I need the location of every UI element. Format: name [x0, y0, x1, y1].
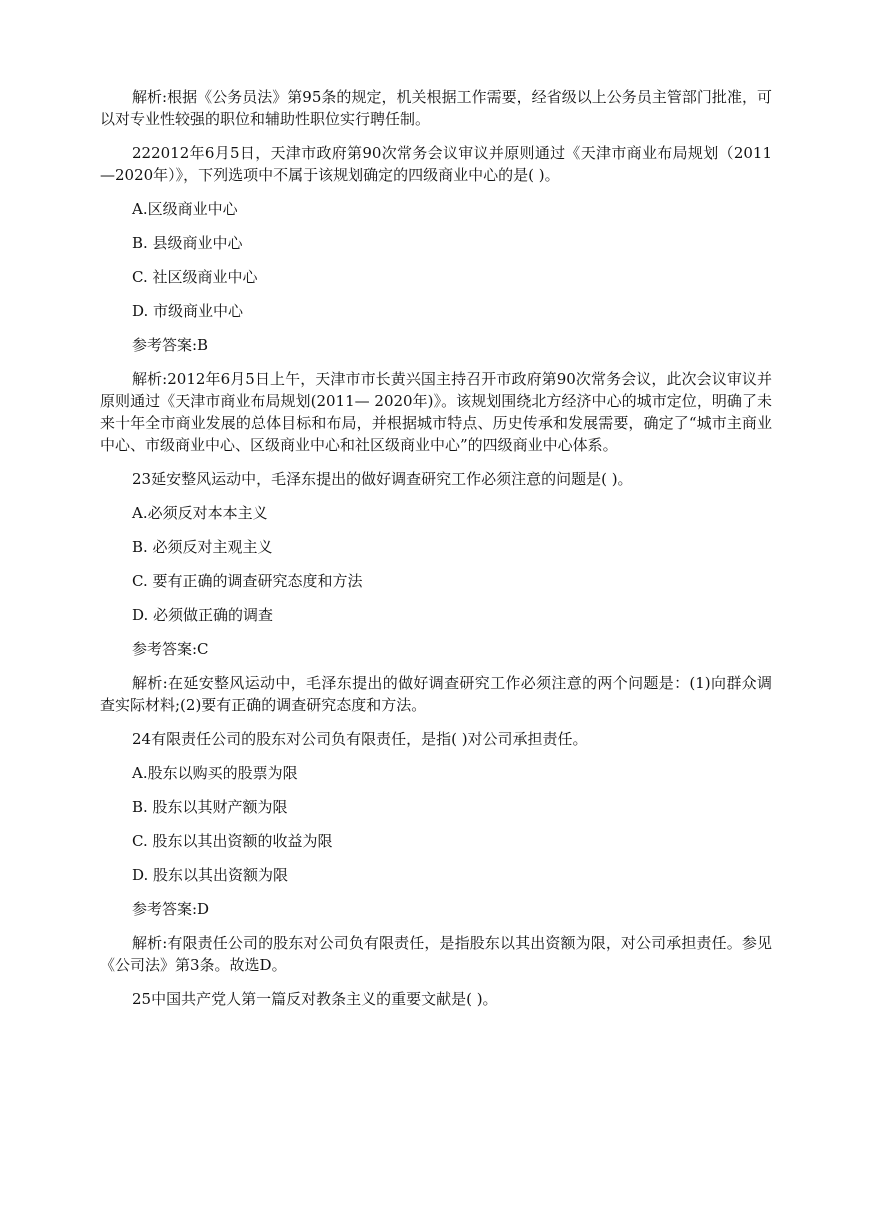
option-24-b: B. 股东以其财产额为限 — [132, 798, 288, 816]
explanation-23: 解析:在延安整风运动中，毛泽东提出的做好调查研究工作必须注意的两个问题是：(1)向群众调查实际材料;(2)要有正确的调查研究态度和方法。 — [100, 674, 772, 714]
question-23: 23延安整风运动中，毛泽东提出的做好调查研究工作必须注意的问题是( )。 — [132, 470, 633, 488]
option-23-d: D. 必须做正确的调查 — [132, 606, 274, 624]
explanation-q21: 解析:根据《公务员法》第95条的规定，机关根据工作需要，经省级以上公务员主管部门批准，可以对专业性较强的职位和辅助性职位实行聘任制。 — [100, 88, 772, 128]
question-24: 24有限责任公司的股东对公司负有限责任，是指( )对公司承担责任。 — [132, 730, 588, 748]
answer-22: 参考答案:B — [132, 336, 209, 354]
document-page — [100, 86, 772, 1022]
option-23-c: C. 要有正确的调查研究态度和方法 — [132, 572, 363, 590]
explanation-22: 解析:2012年6月5日上午，天津市市长黄兴国主持召开市政府第90次常务会议，此次会议审议并原则通过《天津市商业布局规划(2011— 2020年)》。该规划围绕北方经济中心的城市定位，明确了未来十年全市商业发展的总体目标和布局，并根据城市特点、历史传承和发展需要，确定了“城市主商业中心、市级商业中心、区级商业中心和社区级商业中心”的四级商业中心体系。 — [100, 370, 772, 454]
option-23-a: A.必须反对本本主义 — [132, 504, 268, 522]
answer-23: 参考答案:C — [132, 640, 209, 658]
option-22-a: A.区级商业中心 — [132, 200, 238, 218]
answer-24: 参考答案:D — [132, 900, 210, 918]
option-24-c: C. 股东以其出资额的收益为限 — [132, 832, 333, 850]
option-23-b: B. 必须反对主观主义 — [132, 538, 273, 556]
option-24-a: A.股东以购买的股票为限 — [132, 764, 298, 782]
question-25: 25中国共产党人第一篇反对教条主义的重要文献是( )。 — [132, 990, 498, 1008]
question-22: 222012年6月5日，天津市政府第90次常务会议审议并原则通过《天津市商业布局规划（2011—2020年）》，下列选项中不属于该规划确定的四级商业中心的是( )。 — [100, 144, 772, 184]
option-22-b: B. 县级商业中心 — [132, 234, 243, 252]
explanation-24: 解析:有限责任公司的股东对公司负有限责任，是指股东以其出资额为限，对公司承担责任。参见《公司法》第3条。故选D。 — [100, 934, 772, 974]
option-24-d: D. 股东以其出资额为限 — [132, 866, 289, 884]
option-22-d: D. 市级商业中心 — [132, 302, 244, 320]
option-22-c: C. 社区级商业中心 — [132, 268, 258, 286]
